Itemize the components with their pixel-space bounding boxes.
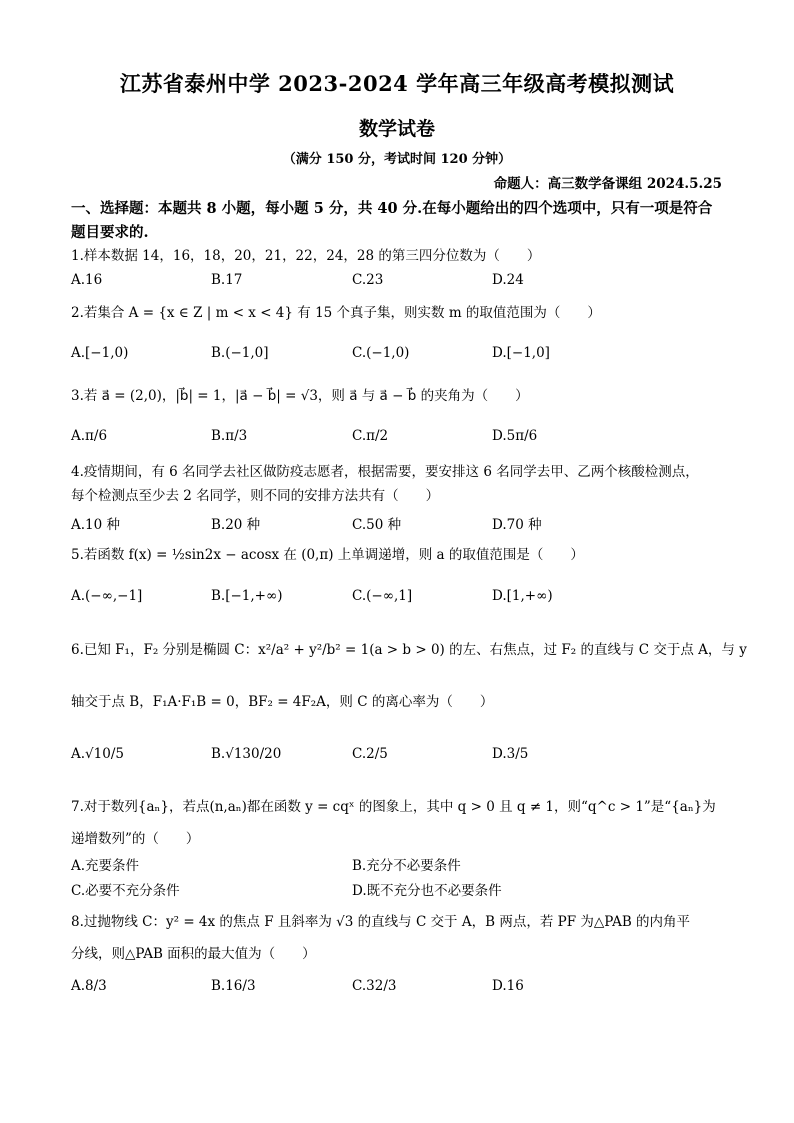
option-c: C.(−1,0) xyxy=(352,345,410,361)
option-a: A.√10/5 xyxy=(71,746,124,762)
option-b: B.(−1,0] xyxy=(211,345,269,361)
option-d: D.24 xyxy=(492,272,524,288)
question-5-stem: 5.若函数 f(x) = ½sin2x − acosx 在 (0,π) 上单调递增，则 a 的取值范围是（ ） xyxy=(71,547,584,563)
question-4-stem-line-2: 每个检测点至少去 2 名同学，则不同的安排方法共有（ ） xyxy=(71,488,440,504)
option-b: B.17 xyxy=(211,272,243,288)
question-7-options xyxy=(71,854,721,906)
option-a: A.8/3 xyxy=(71,978,107,994)
exam-author: 命题人：高三数学备课组 2024.5.25 xyxy=(493,176,722,192)
question-6-options xyxy=(71,746,721,778)
option-a: A.π/6 xyxy=(71,428,108,444)
question-8-stem-line-2: 分线，则△PAB 面积的最大值为（ ） xyxy=(71,946,316,962)
question-4-options xyxy=(71,513,721,545)
option-d: D.5π/6 xyxy=(492,428,538,444)
option-b: B.π/3 xyxy=(211,428,248,444)
question-5-options xyxy=(71,588,721,620)
option-b: B.[−1,+∞) xyxy=(211,588,283,604)
question-3-stem: 3.若 a⃗ = (2,0)，|b⃗| = 1，|a⃗ − b⃗| = √3，则 a⃗ 与 a⃗ − b⃗ 的夹角为（ ） xyxy=(71,388,529,404)
question-4-stem-line-1: 4.疫情期间，有 6 名同学去社区做防疫志愿者，根据需要，要安排这 6 名同学去甲、乙两个核酸检测点， xyxy=(71,464,699,480)
option-b: B.√130/20 xyxy=(211,746,282,762)
option-a: A.[−1,0) xyxy=(71,345,129,361)
option-c: C.π/2 xyxy=(352,428,389,444)
question-3-options xyxy=(71,428,721,460)
exam-info: （满分 150 分，考试时间 120 分钟） xyxy=(282,152,512,167)
option-c: C.必要不充分条件 xyxy=(71,883,180,899)
option-c: C.23 xyxy=(352,272,384,288)
option-d: D.既不充分也不必要条件 xyxy=(352,883,502,899)
option-d: D.70 种 xyxy=(492,517,542,533)
question-7-stem-line-2: 递增数列”的（ ） xyxy=(71,831,200,847)
option-c: C.50 种 xyxy=(352,517,402,533)
question-6-stem-line-2: 轴交于点 B，F₁A·F₁B = 0，BF₂ = 4F₂A，则 C 的离心率为（ ） xyxy=(71,694,494,710)
option-a: A.16 xyxy=(71,272,103,288)
option-a: A.(−∞,−1] xyxy=(71,588,143,604)
question-2-stem: 2.若集合 A = {x ∈ Z | m < x < 4} 有 15 个真子集，则实数 m 的取值范围为（ ） xyxy=(71,305,601,321)
question-8-stem-line-1: 8.过抛物线 C：y² = 4x 的焦点 F 且斜率为 √3 的直线与 C 交于 A，B 两点，若 PF 为△PAB 的内角平 xyxy=(71,914,691,930)
option-c: C.(−∞,1] xyxy=(352,588,413,604)
section-heading: 一、选择题：本题共 8 小题，每小题 5 分，共 40 分.在每小题给出的四个选项中，只有一项是符合题目要求的. xyxy=(71,200,713,241)
option-d: D.3/5 xyxy=(492,746,529,762)
option-a: A.充要条件 xyxy=(71,858,140,874)
option-b: B.充分不必要条件 xyxy=(352,858,461,874)
option-c: C.2/5 xyxy=(352,746,388,762)
exam-title: 江苏省泰州中学 2023-2024 学年高三年级高考模拟测试 xyxy=(119,71,675,96)
option-a: A.10 种 xyxy=(71,517,121,533)
option-d: D.16 xyxy=(492,978,524,994)
option-c: C.32/3 xyxy=(352,978,397,994)
question-1-options xyxy=(71,272,721,304)
question-8-options xyxy=(71,978,721,1010)
exam-subtitle: 数学试卷 xyxy=(358,118,435,140)
question-7-stem-line-1: 7.对于数列{aₙ}，若点(n,aₙ)都在函数 y = cqˣ 的图象上，其中 q > 0 且 q ≠ 1，则“q^c > 1”是“{aₙ}为 xyxy=(71,799,716,815)
option-b: B.16/3 xyxy=(211,978,256,994)
option-d: D.[−1,0] xyxy=(492,345,550,361)
question-6-stem-line-1: 6.已知 F₁，F₂ 分别是椭圆 C：x²/a² + y²/b² = 1(a > b > 0) 的左、右焦点，过 F₂ 的直线与 C 交于点 A，与 y xyxy=(71,642,747,658)
option-d: D.[1,+∞) xyxy=(492,588,553,604)
question-2-options xyxy=(71,345,721,377)
option-b: B.20 种 xyxy=(211,517,261,533)
question-1-stem: 1.样本数据 14，16，18，20，21，22，24，28 的第三四分位数为（ ） xyxy=(71,248,541,264)
